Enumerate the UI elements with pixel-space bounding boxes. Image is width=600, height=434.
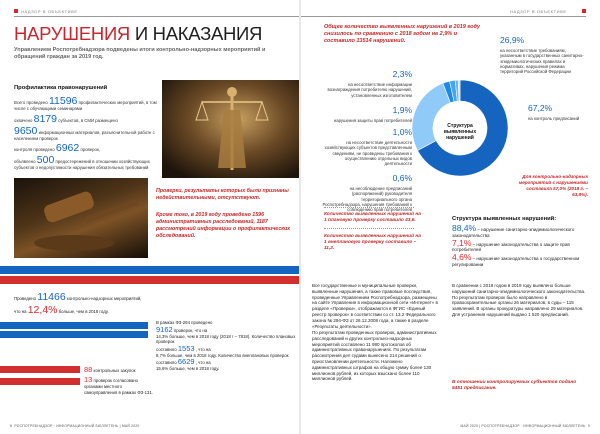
title-black: И НАКАЗАНИЯ [134, 23, 263, 44]
header-rule [301, 16, 586, 17]
body-column-2: В сравнении с 2018 годом в 2019 году выявлено больше нарушений санитарно-эпидемиологического законодательства. По результатам проверок было направлено в правоохранительные органы 26 материалов, в суды – 115 заявлений. В органы прокуратуры направлено 29 материалов. Для устранения нарушений выдано 1 520 предписаний. [452, 283, 586, 317]
blue-decor-bar-3 [0, 331, 148, 338]
section-header-left: НАДЗОР В ОБЪЕКТИВЕ [21, 9, 78, 14]
red-decor-bar [0, 276, 299, 284]
section-marker [14, 9, 18, 13]
pie-label-left [322, 122, 412, 166]
kpi-number: 1553 [177, 343, 195, 353]
raids-row: 88 контрольных закупок [84, 365, 136, 374]
section-marker [582, 9, 586, 13]
pie-label-text: на несоблюдение предписаний (распоряжений) руководителя территориального органа Роспотребнадзора, нарушения требований к соблюдению прав потребителей [322, 186, 412, 213]
approved-row: 13 проверок согласовано органами местного самоуправления в рамках ФЗ-131. [84, 375, 154, 395]
violations-heading: Общее количество выявленных нарушений в 2019 году снизилось по сравнению с 2018 годом на 2,9% и составило 13514 нарушений. [324, 24, 480, 44]
pull-quote-2: Кроме того, в 2019 году проведено 1596 административных расследований, 1187 рассмотрений информации о профилактических обследований. [156, 212, 291, 239]
red-decor-bar-2 [0, 366, 80, 373]
page-title [14, 24, 262, 44]
kpi-number: 13 [84, 375, 93, 384]
gavel-icon [14, 178, 148, 258]
profilaktika-list [14, 96, 159, 171]
blue-decor-bar [0, 266, 299, 274]
pie-label-pct: 0,6% [392, 173, 412, 183]
pie-label-right [500, 30, 588, 74]
stat-number: 9650 [14, 124, 38, 137]
stat-row: Всего проведено 11596 профилактических мероприятий, в том числе с обучающими семинарами [14, 95, 157, 111]
pull-quote-1: Проверки, результаты которых были признаны недействительными, отсутствуют. [156, 188, 289, 201]
justice-statue-photo [162, 80, 299, 178]
right-footer: МАЙ 2020 | РОСПОТРЕБНАДЗОР · ИНФОРМАЦИОННЫЙ БЮЛЛЕТЕНЬ 9 [460, 424, 590, 428]
red-decor-bar-3 [0, 378, 80, 385]
pie-center-label: Структура выявленных нарушений [443, 123, 477, 141]
stat-number: 11596 [48, 95, 78, 107]
justice-statue-icon [162, 80, 299, 178]
structure-item: 88,4% – нарушение санитарно-эпидемиологического законодательства [452, 223, 575, 238]
red-note-2: Количество выявленных нарушений на 1 внеплановую проверку составило – 11,2. [324, 234, 421, 252]
stat-row: 9650 информационных материалов, разъяснительной работе с населением проверок [14, 124, 155, 141]
header-rule [14, 16, 299, 17]
stat-row: охвачено 8179 субъектов, в СМИ размещено [14, 112, 118, 125]
body-column-2-red: В отношении контролируемых субъектов подано 5451 предписание. [452, 380, 577, 392]
structure-list [452, 223, 592, 268]
pie-label-left [322, 168, 412, 212]
pie-label-text: на несоответствие деятельности хозяйствующих субъектов представленным сведениям, не проведены требования к осуществлению отдельных видов деятельности [324, 140, 412, 167]
pie-label-pct: 26,9% [500, 35, 525, 45]
section-header-right: НАДЗОР В ОБЪЕКТИВЕ [510, 9, 567, 14]
kpi-number: 88 [84, 365, 93, 374]
pie-label-left [322, 100, 412, 123]
stat-number: 8179 [33, 112, 57, 125]
pie-label-text: на несоответствие требованиям, указанным в государственных санитарно-эпидемиологических правилах и нормативах, нарушения режима территорий Российской Федерации [500, 48, 584, 75]
blue-decor-bar-2 [0, 322, 148, 329]
page-subtitle: Управлением Роспотребнадзора подведены итоги контрольно-надзорных мероприятий и обращений граждан за 2019 год. [14, 47, 266, 60]
kpi-row: Проведено 11466 контрольно-надзорных мероприятий, [14, 291, 142, 303]
page-gutter [299, 0, 301, 434]
page-number: 9 [587, 424, 590, 428]
inspections-block: В рамках ФЗ-294 проведено 9162 проверок, что на 14,3% больше, чем в 2018 году (2018 г – 7818). Количество плановых проверок составило 1553 , что на 8,7% больше, чем в 2018 году. Количество внеплановых проверок составило 6629 , что на 15,6% больше, чем в 2018 году. [156, 320, 296, 371]
stat-row: контроля проведено 6962 проверок, [14, 142, 101, 154]
kpi-number: 6629 [177, 357, 195, 366]
pie-label-text: на контроль предписаний [528, 116, 580, 121]
pie-label-pct: 67,2% [528, 103, 553, 113]
stat-row: объявлено 500 предостережений в отношении хозяйствующих субъектов о недопустимости нарушения обязательных требований [14, 154, 150, 170]
pie-label-text: нарушения защиты прав потребителей [333, 118, 412, 123]
left-footer: 8 РОСПОТРЕБНАДЗОР · ИНФОРМАЦИОННЫЙ БЮЛЛЕТЕНЬ | МАЙ 2020 [10, 424, 140, 428]
pie-label-pct: 2,3% [392, 69, 412, 79]
title-red: НАРУШЕНИЯ [14, 23, 130, 44]
section-profilaktika-title: Профилактика правонарушений [14, 85, 108, 91]
kpi-number: 9162 [156, 324, 173, 334]
divider [324, 228, 414, 229]
divider [324, 207, 414, 208]
red-note-1: Количество выявленных нарушений на 1 плановую проверку составило 43,6. [324, 212, 421, 224]
structure-heading: Структура выявленных нарушений: [452, 216, 557, 222]
pie-label-pct: 1,9% [392, 105, 412, 115]
structure-item: 7,1% – нарушение законодательства о защите прав потребителей [452, 237, 570, 253]
kpi-row: что на 12,4% больше, чем в 2018 году. [14, 304, 109, 316]
structure-item: 4,6% – нарушение законодательства о государственном регулировании [452, 252, 580, 267]
pie-label-left [322, 64, 412, 98]
stat-number: 6962 [55, 142, 80, 154]
pie-note: Для контрольно-надзорных мероприятий с нарушениями составила 57,0% (2018 г. – 63,8%). [518, 174, 588, 197]
pie-label-text: на несоответствие информации вознаграждения потребителю нарушений, установленных изготовителем [327, 82, 412, 98]
body-column-1b: По результатам проведенных проверок, административных расследований и других контрольно-надзорных мероприятий составлено 11 980 протоколов об административных правонарушениях. По результатам рассмотрения дел судами вынесено 214 решений о приостановлении деятельности. Наложено административных штрафов на общую сумму более 130 миллионов рублей, из которых взыскано более 110 миллионов рублей. [312, 330, 437, 382]
pie-label-pct: 1,0% [392, 127, 412, 137]
kpi-number: 11466 [37, 291, 66, 303]
gavel-photo [14, 178, 148, 258]
body-column-1: Все государственные и муниципальные проверки, выявленные нарушения, а также правовые последствия, проведенные Управлением Роспотребнадзора, размещены на сайте Управления в информационной сети «Интернет» в разделе «Проверки», отображаются в ФГИС «Единый реестр проверок» в соответствии со ст. 13.2 Федерального закона № 294-ФЗ от 26.12.2008 года, а также в разделе «Результаты деятельности». [312, 283, 438, 329]
kpi-number: 12,4% [27, 304, 58, 316]
stat-number: 500 [36, 154, 55, 166]
pie-label-right [528, 98, 588, 121]
page-number: 8 [10, 424, 13, 428]
